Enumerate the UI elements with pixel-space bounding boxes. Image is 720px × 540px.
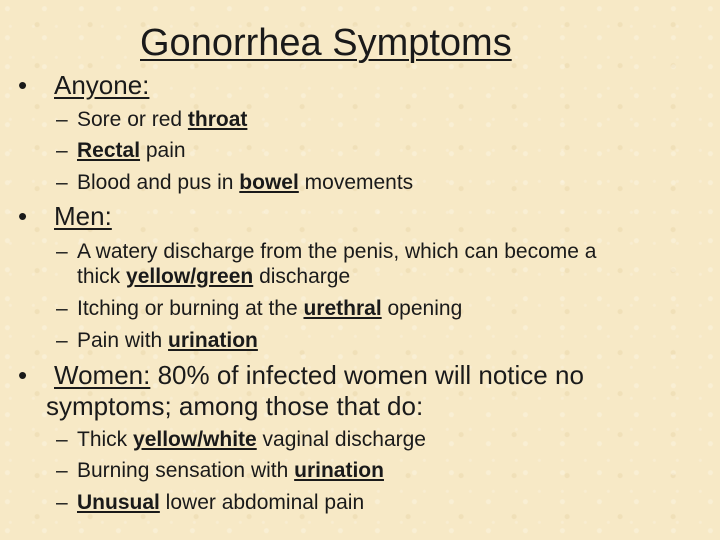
symptom-text: Itching or burning at the bbox=[77, 297, 304, 320]
symptom-text: vaginal discharge bbox=[256, 428, 426, 451]
symptom-keyword: yellow/white bbox=[133, 428, 257, 451]
dash-icon: – bbox=[56, 297, 68, 320]
dash-icon: – bbox=[56, 459, 68, 482]
symptom-text: lower abdominal pain bbox=[159, 491, 365, 514]
symptom-keyword: urination bbox=[294, 459, 384, 482]
slide-title: Gonorrhea Symptoms bbox=[140, 22, 512, 64]
section-heading-text-continued: symptoms; among those that do: bbox=[46, 391, 424, 421]
symptom-text: Blood and pus in bbox=[77, 171, 240, 194]
dash-icon: – bbox=[56, 491, 68, 514]
symptom-keyword: Rectal bbox=[77, 139, 141, 162]
symptom-text: opening bbox=[381, 297, 463, 320]
section-heading-women: Women: bbox=[54, 360, 151, 390]
dash-icon: – bbox=[56, 329, 68, 352]
symptom-keyword: urethral bbox=[303, 297, 382, 320]
symptom-keyword: bowel bbox=[239, 171, 299, 194]
symptom-text: Sore or red bbox=[77, 108, 188, 131]
dash-icon: – bbox=[56, 108, 68, 131]
symptom-text: A watery discharge from the penis, which can become a bbox=[77, 240, 597, 263]
symptom-text: Pain with bbox=[77, 329, 169, 352]
section-heading-text: 80% of infected women will notice no bbox=[150, 360, 584, 390]
bullet-icon: • bbox=[18, 70, 28, 100]
symptom-text: thick bbox=[77, 265, 127, 288]
symptom-keyword: urination bbox=[168, 329, 258, 352]
symptom-keyword: Unusual bbox=[77, 491, 160, 514]
symptom-text: Thick bbox=[77, 428, 134, 451]
section-heading-anyone: Anyone: bbox=[54, 70, 150, 100]
dash-icon: – bbox=[56, 428, 68, 451]
bullet-icon: • bbox=[18, 360, 28, 390]
symptom-text: pain bbox=[140, 139, 186, 162]
symptom-text: discharge bbox=[253, 265, 351, 288]
symptom-text: Burning sensation with bbox=[77, 459, 295, 482]
bullet-icon: • bbox=[18, 201, 28, 231]
symptom-text: movements bbox=[298, 171, 414, 194]
dash-icon: – bbox=[56, 171, 68, 194]
dash-icon: – bbox=[56, 139, 68, 162]
symptom-keyword: yellow/green bbox=[126, 265, 254, 288]
section-heading-men: Men: bbox=[54, 201, 112, 231]
symptom-keyword: throat bbox=[187, 108, 248, 131]
dash-icon: – bbox=[56, 240, 68, 263]
